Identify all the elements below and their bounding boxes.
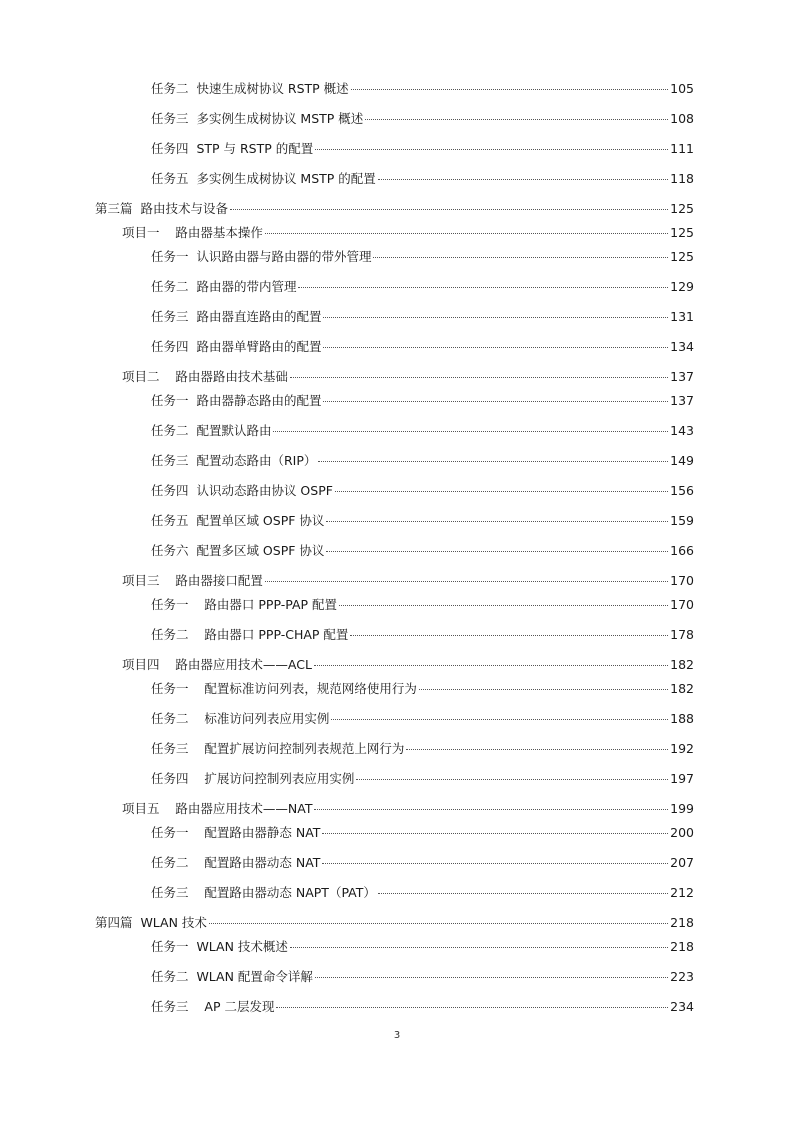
dot-leader: [356, 779, 668, 780]
toc-entry-title: 任务二 路由器的带内管理: [151, 279, 297, 294]
dot-leader: [315, 977, 668, 978]
toc-entry-page: 182: [670, 657, 694, 672]
dot-leader: [323, 317, 668, 318]
toc-entry-page: 223: [670, 969, 694, 984]
toc-entry-title: 任务一 配置标准访问列表，规范网络使用行为: [151, 681, 417, 696]
toc-entry-title: 第四篇 WLAN 技术: [95, 915, 207, 930]
dot-leader: [290, 947, 668, 948]
toc-entry-page: 200: [670, 825, 694, 840]
toc-project-entry[interactable]: [0, 225, 694, 241]
page-number: 3: [393, 1030, 401, 1041]
dot-leader: [298, 287, 668, 288]
toc-entry-title: 任务二 配置路由器动态 NAT: [151, 855, 321, 870]
toc-project-entry[interactable]: [0, 657, 694, 673]
toc-entry[interactable]: [0, 939, 694, 955]
toc-entry-page: 207: [670, 855, 694, 870]
toc-entry[interactable]: [0, 339, 694, 355]
dot-leader: [406, 749, 668, 750]
toc-entry-title: 任务二 配置默认路由: [151, 423, 272, 438]
toc-entry-title: 任务一 WLAN 技术概述: [151, 939, 288, 954]
toc-entry-title: 项目二 路由器路由技术基础: [122, 369, 288, 384]
toc-entry-title: 项目三 路由器接口配置: [122, 573, 263, 588]
toc-entry-page: 188: [670, 711, 694, 726]
toc-entry-title: 任务三 配置动态路由（RIP）: [151, 453, 317, 468]
toc-entry-title: 任务四 扩展访问控制列表应用实例: [151, 771, 355, 786]
toc-entry-page: 218: [670, 915, 694, 930]
toc-entry[interactable]: [0, 483, 694, 499]
toc-entry-title: 任务三 AP 二层发现: [151, 999, 275, 1014]
toc-entry-page: 170: [670, 573, 694, 588]
dot-leader: [290, 377, 668, 378]
toc-entry-page: 156: [670, 483, 694, 498]
toc-entry-page: 105: [670, 81, 694, 96]
toc-entry-page: 111: [670, 141, 694, 156]
toc-entry[interactable]: [0, 855, 694, 871]
dot-leader: [350, 635, 668, 636]
toc-entry-title: 任务一 配置路由器静态 NAT: [151, 825, 321, 840]
toc-entry[interactable]: [0, 141, 694, 157]
toc-project-entry[interactable]: [0, 369, 694, 385]
toc-entry[interactable]: [0, 513, 694, 529]
toc-entry-title: 任务二 WLAN 配置命令详解: [151, 969, 313, 984]
toc-entry[interactable]: [0, 81, 694, 97]
dot-leader: [314, 665, 668, 666]
dot-leader: [378, 179, 668, 180]
toc-entry[interactable]: [0, 597, 694, 613]
toc-entry-title: 项目四 路由器应用技术——ACL: [122, 657, 312, 672]
toc-entry[interactable]: [0, 393, 694, 409]
toc-entry-title: 项目一 路由器基本操作: [122, 225, 263, 240]
toc-entry-title: 任务一 路由器静态路由的配置: [151, 393, 322, 408]
dot-leader: [314, 809, 668, 810]
toc-entry-page: 192: [670, 741, 694, 756]
toc-entry[interactable]: [0, 279, 694, 295]
toc-entry[interactable]: [0, 711, 694, 727]
toc-part-entry[interactable]: [0, 915, 694, 931]
toc-entry-page: 234: [670, 999, 694, 1014]
toc-entry-title: 第三篇 路由技术与设备: [95, 201, 228, 216]
toc-entry-title: 任务一 认识路由器与路由器的带外管理: [151, 249, 372, 264]
dot-leader: [365, 119, 668, 120]
dot-leader: [322, 833, 668, 834]
toc-entry-page: 199: [670, 801, 694, 816]
toc-entry-page: 125: [670, 249, 694, 264]
toc-entry-page: 170: [670, 597, 694, 612]
toc-entry-page: 143: [670, 423, 694, 438]
toc-entry[interactable]: [0, 309, 694, 325]
toc-entry-page: 118: [670, 171, 694, 186]
toc-entry-title: 任务四 STP 与 RSTP 的配置: [151, 141, 314, 156]
dot-leader: [339, 605, 668, 606]
dot-leader: [322, 863, 668, 864]
dot-leader: [315, 149, 668, 150]
toc-entry[interactable]: [0, 771, 694, 787]
toc-project-entry[interactable]: [0, 573, 694, 589]
dot-leader: [323, 347, 668, 348]
toc-entry[interactable]: [0, 249, 694, 265]
toc-entry-title: 任务三 多实例生成树协议 MSTP 概述: [151, 111, 364, 126]
toc-entry[interactable]: [0, 681, 694, 697]
dot-leader: [326, 551, 668, 552]
toc-entry-page: 129: [670, 279, 694, 294]
toc-project-entry[interactable]: [0, 801, 694, 817]
toc-entry[interactable]: [0, 885, 694, 901]
toc-entry-page: 182: [670, 681, 694, 696]
dot-leader: [351, 89, 668, 90]
toc-entry-title: 任务二 快速生成树协议 RSTP 概述: [151, 81, 349, 96]
toc-entry-title: 任务六 配置多区域 OSPF 协议: [151, 543, 325, 558]
dot-leader: [318, 461, 668, 462]
toc-entry[interactable]: [0, 543, 694, 559]
dot-leader: [419, 689, 668, 690]
toc-entry[interactable]: [0, 423, 694, 439]
toc-entry-page: 137: [670, 393, 694, 408]
toc-entry[interactable]: [0, 969, 694, 985]
toc-entry-title: 任务一 路由器口 PPP-PAP 配置: [151, 597, 338, 612]
toc-entry-page: 166: [670, 543, 694, 558]
toc-entry-title: 任务四 路由器单臂路由的配置: [151, 339, 322, 354]
toc-part-entry[interactable]: [0, 201, 694, 217]
dot-leader: [209, 923, 668, 924]
toc-entry-title: 任务四 认识动态路由协议 OSPF: [151, 483, 333, 498]
toc-entry-page: 134: [670, 339, 694, 354]
toc-entry-page: 137: [670, 369, 694, 384]
dot-leader: [230, 209, 668, 210]
toc-entry-page: 159: [670, 513, 694, 528]
toc-entry[interactable]: [0, 999, 694, 1015]
dot-leader: [265, 581, 668, 582]
toc-entry[interactable]: [0, 825, 694, 841]
toc-entry[interactable]: [0, 741, 694, 757]
toc-entry-page: 125: [670, 201, 694, 216]
dot-leader: [373, 257, 668, 258]
toc-entry-page: 131: [670, 309, 694, 324]
toc-entry-title: 任务三 路由器直连路由的配置: [151, 309, 322, 324]
toc-entry[interactable]: [0, 627, 694, 643]
toc-entry-page: 218: [670, 939, 694, 954]
dot-leader: [323, 401, 668, 402]
toc-entry-page: 149: [670, 453, 694, 468]
toc-entry-page: 197: [670, 771, 694, 786]
toc-entry[interactable]: [0, 453, 694, 469]
toc-entry-title: 任务三 配置扩展访问控制列表规范上网行为: [151, 741, 405, 756]
dot-leader: [273, 431, 668, 432]
dot-leader: [378, 893, 668, 894]
toc-entry-title: 任务二 标准访问列表应用实例: [151, 711, 330, 726]
toc-entry-page: 108: [670, 111, 694, 126]
toc-entry[interactable]: [0, 111, 694, 127]
toc-entry-page: 178: [670, 627, 694, 642]
toc-entry-page: 125: [670, 225, 694, 240]
dot-leader: [265, 233, 668, 234]
toc-entry[interactable]: [0, 171, 694, 187]
toc-entry-title: 项目五 路由器应用技术——NAT: [122, 801, 313, 816]
dot-leader: [276, 1007, 668, 1008]
toc-entry-title: 任务五 多实例生成树协议 MSTP 的配置: [151, 171, 376, 186]
toc-entry-page: 212: [670, 885, 694, 900]
toc-entry-title: 任务三 配置路由器动态 NAPT（PAT）: [151, 885, 376, 900]
dot-leader: [331, 719, 668, 720]
toc-entry-title: 任务五 配置单区域 OSPF 协议: [151, 513, 325, 528]
dot-leader: [335, 491, 668, 492]
dot-leader: [326, 521, 668, 522]
toc-entry-title: 任务二 路由器口 PPP-CHAP 配置: [151, 627, 349, 642]
